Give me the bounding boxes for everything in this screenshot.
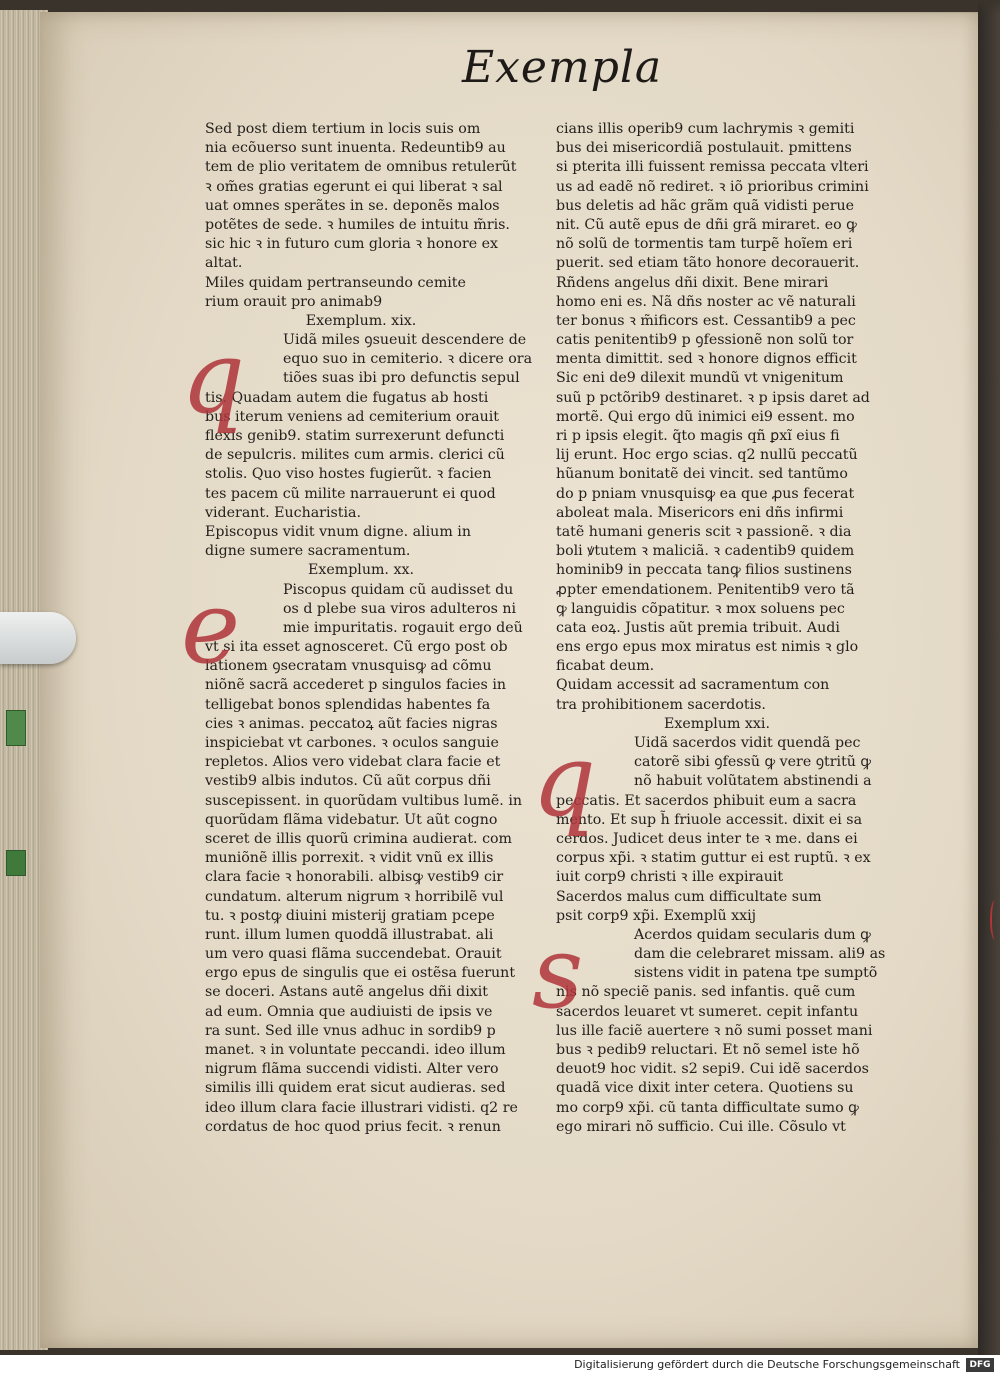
text-line: de sepulcris. milites cum armis. clerici cũ: [205, 447, 505, 464]
text-line: viderant. Eucharistia.: [205, 504, 361, 521]
text-line: sic hic ꝛ in futuro cum gloria ꝛ honore ex: [205, 236, 499, 253]
text-line: deuot9 hoc vidit. s2 sepi9. Cui idẽ sacerdos: [556, 1061, 869, 1078]
text-line: Uidã sacerdos vidit quendã pec: [634, 735, 861, 751]
text-line: lus ille faciẽ auertere ꝛ nõ sumi posset mani: [556, 1022, 873, 1039]
text-line: tiões suas ibi pro defunctis sepul: [283, 370, 520, 387]
text-line: cata eoꝝ. Justis aũt premia tribuit. Audi: [556, 619, 840, 636]
text-line: suscepissent. in quorũdam vultibus lumẽ. in: [205, 792, 523, 809]
text-line: ra sunt. Sed ille vnus adhuc in sordib9 p: [205, 1022, 496, 1039]
text-line: niõnẽ sacrã accederet p singulos facies in: [205, 677, 506, 694]
text-line: nis nõ speciẽ panis. sed infantis. quẽ cum: [556, 984, 856, 1001]
text-line: vt si ita esset agnosceret. Cũ ergo post ob: [205, 639, 508, 656]
text-line: Rñdens angelus dñi dixit. Bene mirari: [556, 274, 829, 291]
text-line: mo corp9 xp̃i. cũ tanta difficultate sumo ꝙ: [556, 1099, 859, 1116]
text-line: muniõnẽ illis porrexit. ꝛ vidit vnũ ex illis: [205, 850, 494, 867]
text-line: suũ p pctõrib9 destinaret. ꝛ p ipsis daret ad: [556, 389, 870, 406]
right-column: [532, 120, 886, 1180]
text-line: ens ergo epus mox miratus est nimis ꝛ glo: [556, 639, 859, 656]
text-line: si pterita illi fuissent remissa peccata vlteri: [556, 159, 869, 176]
text-line: nõ solũ de tormentis tam turpẽ hoĩem eri: [556, 236, 853, 253]
text-line: menta dimittit. sed ꝛ honore dignos efficit: [556, 351, 857, 368]
text-line: ergo epus de singulis que ei ostẽsa fuerunt: [205, 965, 516, 982]
text-line: vestib9 albis indutos. Cũ aũt corpus dñi: [205, 773, 491, 790]
page-clip: [0, 612, 76, 664]
text-line: bus ꝛ pedib9 reluctari. Et nõ semel iste hõ: [556, 1042, 860, 1058]
text-line: potẽtes de sede. ꝛ humiles de intuitu m̃ris.: [205, 216, 510, 233]
text-line: nigrum flãma succendi vidisti. Alter vero: [205, 1061, 499, 1078]
text-line: cerdos. Judicet deus inter te ꝛ me. dans ei: [556, 830, 858, 847]
text-line: lationem ꝯsecratam vnusquisꝙ ad cõmu: [205, 658, 492, 675]
text-line: stolis. Quo viso hostes fugierũt. ꝛ facien: [205, 466, 492, 483]
text-line: um vero quasi flãma succendebat. Orauit: [205, 946, 502, 963]
text-line: se doceri. Astans autẽ angelus dñi dixit: [205, 984, 488, 1001]
text-line: corpus xp̃i. ꝛ statim guttur ei est ruptũ. ꝛ ex: [556, 850, 871, 867]
rubricated-initial: q: [181, 319, 246, 437]
text-line: cundatum. alterum nigrum ꝛ horribilẽ vul: [205, 888, 504, 905]
dfg-logo: DFG: [966, 1358, 994, 1372]
text-line: mortẽ. Qui ergo dũ inimici ei9 essent. mo: [556, 408, 855, 425]
footer-bar: [0, 1355, 1000, 1375]
text-line: quadã vice dixit inter cetera. Quotiens su: [556, 1080, 854, 1097]
text-line: altat.: [205, 255, 243, 272]
text-line: tis. Quadam autem die fugatus ab hosti: [205, 389, 489, 406]
text-line: quorũdam flãma videbatur. Ut aũt cogno: [205, 811, 498, 828]
text-line: telligebat bonos splendidas habentes fa: [205, 696, 491, 713]
text-line: nia ecõuerso sunt inuenta. Redeuntib9 au: [205, 140, 506, 157]
text-line: Quidam accessit ad sacramentum con: [556, 677, 830, 694]
text-line: tra prohibitionem sacerdotis.: [556, 696, 766, 713]
text-line: Exemplum xxi.: [664, 715, 770, 732]
text-line: tatẽ humani generis scit ꝛ passionẽ. ꝛ dia: [556, 523, 852, 540]
text-line: manet. ꝛ in voluntate peccandi. ideo illum: [205, 1042, 506, 1058]
text-line: Episcopus vidit vnum digne. alium in: [205, 523, 471, 540]
top-shadow: [800, 0, 1000, 14]
green-tab: [6, 850, 26, 876]
text-line: homo eni es. Nã dñs noster ac vẽ naturali: [556, 293, 856, 310]
text-line: aboleat mala. Misericors eni dñs infirmi: [556, 504, 844, 521]
text-line: ego mirari nõ sufficio. Cui ille. Cõsulo vt: [556, 1118, 846, 1135]
text-line: tes pacem cũ milite narrauerunt ei quod: [205, 485, 496, 502]
text-line: catorẽ sibi ꝯfessũ ꝙ vere ꝯtritũ ꝙ: [634, 754, 872, 771]
text-line: ri p ipsis elegit. q̃to magis qñ ꝑxĩ eius fi: [556, 428, 840, 444]
text-line: os d plebe sua viros adulteros ni: [283, 600, 517, 617]
text-line: dam die celebraret missam. ali9 as: [634, 946, 886, 963]
text-line: ꝙ languidis cõpatitur. ꝛ mox soluens pec: [556, 600, 845, 617]
text-line: mento. Et sup h̃ friuole accessit. dixit ei sa: [556, 811, 863, 828]
text-line: hũanum bonitatẽ dei vincit. sed tantũmo: [556, 466, 848, 483]
text-line: flexis genib9. statim surrexerunt defuncti: [205, 428, 505, 444]
green-tab: [6, 710, 26, 746]
text-line: catis penitentib9 p ꝯfessionẽ non solũ tor: [556, 332, 854, 349]
text-line: runt. illum lumen quoddã illustrabat. ali: [205, 926, 494, 943]
text-line: us ad eadẽ nõ rediret. ꝛ iõ prioribus crimini: [556, 178, 869, 195]
adjacent-page-mark: [990, 900, 1000, 940]
text-line: cordatus de hoc quod prius fecit. ꝛ renun: [205, 1118, 501, 1135]
text-line: mie impuritatis. rogauit ergo deũ: [283, 619, 523, 636]
footer-credit: Digitalisierung gefördert durch die Deutsche Forschungsgemeinschaft: [574, 1358, 960, 1371]
text-line: rium orauit pro animab9: [205, 293, 383, 310]
text-line: sistens vidit in patena tpe sumptõ: [634, 965, 878, 982]
text-line: iuit corp9 christi ꝛ ille expirauit: [556, 869, 784, 886]
text-line: Exemplum. xx.: [308, 562, 414, 579]
rubricated-initial: e: [181, 568, 241, 686]
text-line: digne sumere sacramentum.: [205, 543, 411, 560]
text-line: ꝓpter emendationem. Penitentib9 vero tã: [556, 581, 855, 598]
text-line: psit corp9 xp̃i. Exemplũ xxij: [556, 907, 757, 924]
text-line: puerit. sed etiam tãto honore decorauerit.: [556, 255, 860, 272]
text-line: inspiciebat vt carbones. ꝛ oculos sanguie: [205, 735, 499, 751]
running-head: Exempla: [462, 42, 663, 93]
text-line: lij erunt. Hoc ergo scias. q2 nullũ peccatũ: [556, 447, 858, 464]
adjacent-page-edge: [978, 0, 1000, 1355]
text-line: cies ꝛ animas. peccatoꝝ aũt facies nigras: [205, 715, 498, 732]
text-line: Piscopus quidam cũ audisset du: [283, 581, 514, 598]
text-line: ideo illum clara facie illustrari vidisti. q2 re: [205, 1099, 518, 1116]
text-line: similis illi quidem erat sicut audieras. sed: [205, 1080, 506, 1097]
text-line: Exemplum. xix.: [305, 312, 417, 329]
text-line: bus dei misericordiã postulauit. pmittens: [556, 140, 852, 157]
text-line: Uidã miles ꝯsueuit descendere de: [283, 332, 527, 349]
text-line: cians illis operib9 cum lachrymis ꝛ gemiti: [556, 121, 855, 137]
text-line: Acerdos quidam secularis dum ꝙ: [634, 926, 871, 943]
text-line: Miles quidam pertranseundo cemite: [205, 274, 466, 291]
text-line: nõ habuit volũtatem abstinendi a: [634, 773, 872, 790]
text-line: repletos. Alios vero videbat clara facie et: [205, 754, 501, 771]
text-line: tem de plio veritatem de omnibus retulerũt: [205, 159, 517, 176]
text-line: bus deletis ad hãc grãm quã vidisti perue: [556, 197, 855, 214]
text-line: Sed post diem tertium in locis suis om: [205, 121, 481, 137]
text-line: nit. Cũ autẽ epus de dñi grã miraret. eo ꝙ: [556, 216, 857, 233]
text-line: uat omnes sperãtes in se. deponẽs malos: [205, 197, 500, 214]
text-line: equo suo in cemiterio. ꝛ dicere ora: [283, 351, 533, 368]
text-line: do p pniam vnusquisꝙ ea que ꝓus fecerat: [556, 485, 855, 502]
text-line: ꝛ om̃es gratias egerunt ei qui liberat ꝛ sal: [205, 178, 503, 195]
text-line: boli ꝟtutem ꝛ maliciã. ꝛ cadentib9 quidem: [556, 543, 855, 560]
text-line: Sacerdos malus cum difficultate sum: [556, 888, 822, 905]
text-line: hominib9 in peccata tanꝙ filios sustinens: [556, 562, 852, 579]
text-line: sceret de illis quorũ crimina audierat. com: [205, 830, 513, 847]
text-line: ter bonus ꝛ m̃ificors est. Cessantib9 a pec: [556, 312, 856, 329]
text-line: ficabat deum.: [556, 658, 655, 675]
rubricated-initial: q: [532, 722, 597, 840]
text-line: sacerdos leuaret vt sumeret. cepit infantu: [556, 1003, 859, 1020]
text-line: bus iterum veniens ad cemiterium orauit: [205, 408, 499, 425]
text-line: Sic eni de9 dilexit mundũ vt vnigenitum: [556, 370, 844, 387]
text-line: peccatis. Et sacerdos phibuit eum a sacra: [556, 792, 857, 809]
text-line: tu. ꝛ postꝙ diuini misterij gratiam pcepe: [205, 907, 495, 924]
left-column: [181, 120, 533, 1180]
text-line: clara facie ꝛ honorabili. albisꝙ vestib9 cir: [205, 869, 504, 886]
text-line: ad eum. Omnia que audiuisti de ipsis ve: [205, 1003, 493, 1020]
rubricated-initial: s: [532, 914, 584, 1032]
